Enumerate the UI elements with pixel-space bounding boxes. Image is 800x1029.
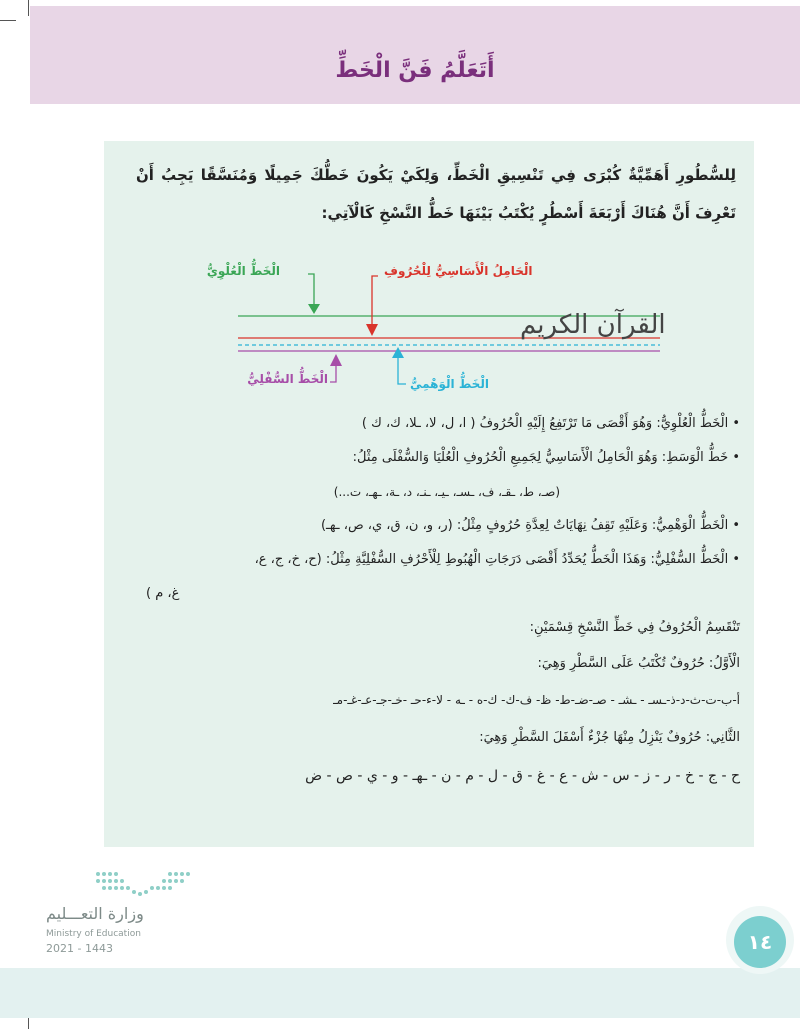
- crop-mark: [28, 0, 29, 16]
- label-imaginary-line: الْخَطُّ الْوَهْمِيُّ: [410, 377, 489, 391]
- division-second-letters: ح - ج - خ - ر - ز - س - ش - ع - غ - ق - ل - م - ن - ـهـ - و - ي - ص - ض: [305, 768, 740, 784]
- imaginary-pointer: [398, 358, 406, 384]
- division-intro: تَنْقَسِمُ الْحُرُوفُ فِي خَطِّ النَّسْخِ قِسْمَيْنِ:: [529, 620, 740, 635]
- writing-lines-diagram: [206, 256, 700, 406]
- label-base-line: الْحَامِلُ الْأَسَاسِيُّ لِلْحُرُوفِ: [384, 264, 533, 278]
- upper-arrowhead: [308, 304, 320, 314]
- lower-pointer: [330, 364, 336, 382]
- division-second-title: الثَّانِي: حُرُوفٌ يَنْزِلُ مِنْهَا جُزْءٌ أَسْفَلَ السَّطْرِ وَهِيَ:: [479, 730, 740, 745]
- ministry-name-en: Ministry of Education: [46, 929, 141, 939]
- bullet-lower: • الْخَطُّ السُّفْلِيُّ: وَهَذَا الْخَطُّ يُحَدِّدُ أَقْصَى دَرَجَاتِ الْهُبُوطِ لِلْأَحْرُفِ السُّفْلِيَّةِ مِثْلُ: (ح، خ، ج، ع،: [254, 552, 740, 567]
- ministry-year: 2021 - 1443: [46, 942, 113, 955]
- footer-band: [0, 968, 800, 1018]
- bullet-middle-examples: (صـ، ط، ـقـ، ف، ـسـ، ـيـ، ـنـ، د، ـة، ـهـ، ت...): [333, 485, 560, 499]
- upper-pointer: [308, 274, 314, 306]
- bullet-imaginary: • الْخَطُّ الْوَهْمِيُّ: وَعَلَيْهِ تَقِفُ نِهَايَاتٌ لِعِدَّةِ حُرُوفٍ مِثْلُ: (ر، و، ن، ق، ي، ص، ـهـ): [320, 518, 740, 533]
- division-first-letters: أ-ب-ت-ث-د-ذ-ـسـ - ـشـ - صـ-ضـ-ط- ظ- ف-ك- ك-ه - ـه - لا-ء-حـ -خـ-جـ-عـ-غـ-مـ: [333, 693, 740, 707]
- intro-paragraph: لِلسُّطُورِ أَهَمِّيَّةٌ كُبْرَى فِي تَنْسِيقِ الْخَطِّ، وَلِكَيْ يَكُونَ خَطُّكَ جَمِيلًا وَمُنَسَّقًا يَجِبُ أَنْ تَعْرِفَ أَنَّ هُنَاكَ أَرْبَعَةَ أَسْطُرٍ يُكْتَبُ بَيْنَهَا خَطُّ النَّسْخِ كَالْآتِي:: [136, 166, 736, 222]
- page-number: ١٤: [734, 916, 786, 968]
- bullet-upper: • الْخَطُّ الْعُلْوِيُّ: وَهُوَ أَقْصَى مَا تَرْتَفِعُ إِلَيْهِ الْحُرُوفُ ( ا، ل، لا، ـلا، ك، ك ): [361, 416, 740, 431]
- bullet-lower-cont: غ، م ): [146, 586, 180, 601]
- label-upper-line: الْخَطُّ الْعُلْوِيُّ: [206, 264, 280, 278]
- header-band: [30, 6, 800, 104]
- bullet-middle: • خَطُّ الْوَسَطِ: وَهُوَ الْحَامِلُ الْأَسَاسِيُّ لِجَمِيعِ الْحُرُوفِ الْعُلْيَا وَالسُّفْلَى مِثْلُ:: [352, 450, 740, 465]
- imaginary-arrowhead: [392, 347, 404, 358]
- crop-mark: [0, 20, 16, 21]
- ministry-logo-icon: [92, 866, 192, 900]
- base-arrowhead: [366, 324, 378, 336]
- base-pointer: [372, 276, 378, 326]
- label-lower-line: الْخَطُّ السُّفْلِيُّ: [247, 372, 328, 386]
- page-title: أَتَعَلَّمُ فَنَّ الْخَطِّ: [335, 58, 495, 83]
- ministry-name-ar: وزارة التعـــليم: [46, 904, 144, 923]
- division-first-title: الْأَوَّلُ: حُرُوفٌ تُكْتَبُ عَلَى السَّطْرِ وَهِيَ:: [537, 656, 740, 671]
- diagram-sample-text: القرآن الكريم: [520, 310, 666, 340]
- lower-arrowhead: [330, 354, 342, 366]
